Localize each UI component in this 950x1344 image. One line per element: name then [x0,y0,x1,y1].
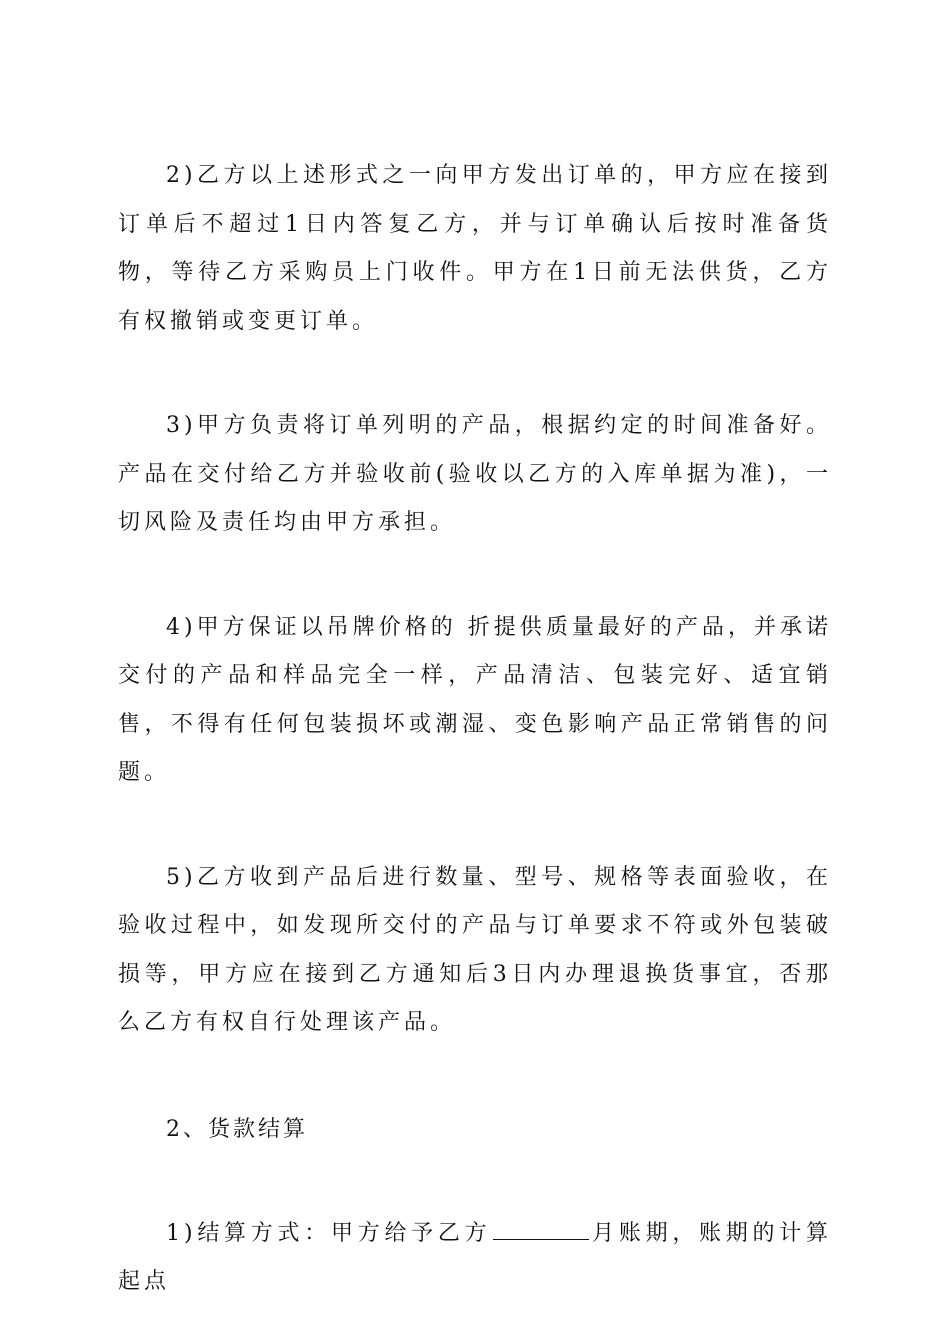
section-heading-payment: 2、货款结算 [166,1116,308,1142]
settlement-text-after: 月账期，账期的计算起点 [118,1220,832,1294]
fill-in-blank[interactable] [493,1217,589,1240]
document-page [118,152,832,1307]
clause-5: 5)乙方收到产品后进行数量、型号、规格等表面验收，在验收过程中，如发现所交付的产品与订单要求不符或外包装破损等，甲方应在接到乙方通知后3日内办理退换货事宜，否那么乙方有权自行处理该产品。 [118,864,832,1035]
settlement-text-before: 1)结算方式：甲方给予乙方 [166,1220,492,1246]
clause-3: 3)甲方负责将订单列明的产品，根据约定的时间准备好。产品在交付给乙方并验收前(验收以乙方的入库单据为准)，一切风险及责任均由甲方承担。 [118,413,832,535]
settlement-clause-1 [118,1210,832,1307]
clause-2: 2)乙方以上述形式之一向甲方发出订单的，甲方应在接到订单后不超过1日内答复乙方，并与订单确认后按时准备货物，等待乙方采购员上门收件。甲方在1日前无法供货，乙方有权撤销或变更订单。 [118,163,832,334]
clause-4: 4)甲方保证以吊牌价格的 折提供质量最好的产品，并承诺交付的产品和样品完全一样，产品清洁、包装完好、适宜销售，不得有任何包装损坏或潮湿、变色影响产品正常销售的问题。 [118,614,832,785]
